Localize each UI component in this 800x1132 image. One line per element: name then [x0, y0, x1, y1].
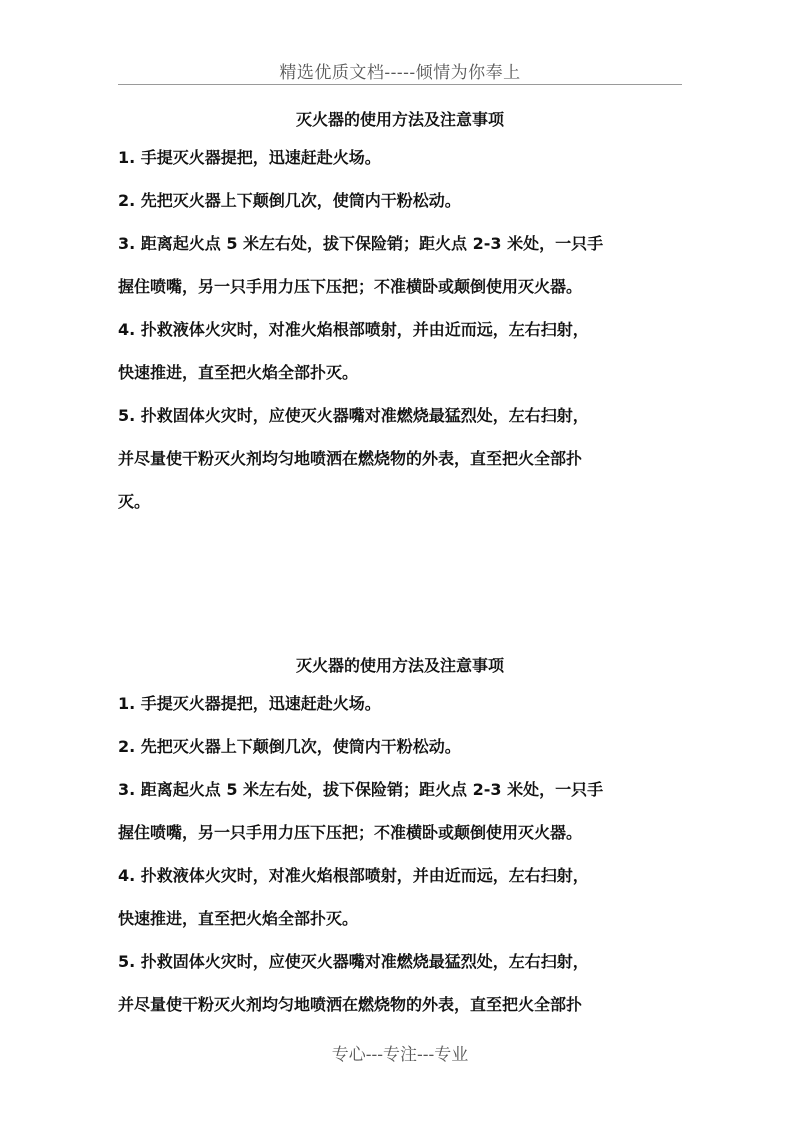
- paragraph-line: 4. 扑救液体火灾时，对准火焰根部喷射，并由近而远，左右扫射，: [118, 320, 589, 339]
- paragraph-line: 3. 距离起火点 5 米左右处，拔下保险销；距火点 2-3 米处，一只手: [118, 234, 604, 253]
- paragraph-line: 4. 扑救液体火灾时，对准火焰根部喷射，并由近而远，左右扫射，: [118, 866, 589, 885]
- header-divider: [118, 84, 682, 85]
- paragraph-line: 1. 手提灭火器提把，迅速赶赴火场。: [118, 148, 381, 167]
- page-header: 精选优质文档-----倾情为你奉上: [279, 63, 521, 83]
- document-section: [118, 650, 682, 1026]
- paragraph-line: 1. 手提灭火器提把，迅速赶赴火场。: [118, 694, 381, 713]
- paragraph-line: 3. 距离起火点 5 米左右处，拔下保险销；距火点 2-3 米处，一只手: [118, 780, 604, 799]
- paragraph-line: 并尽量使干粉灭火剂均匀地喷洒在燃烧物的外表，直至把火全部扑: [118, 995, 583, 1014]
- paragraph-line: 快速推进，直至把火焰全部扑灭。: [118, 909, 359, 928]
- paragraph-line: 握住喷嘴，另一只手用力压下压把；不准横卧或颠倒使用灭火器。: [118, 277, 583, 296]
- paragraph-line: 2. 先把灭火器上下颠倒几次，使筒内干粉松动。: [118, 737, 461, 756]
- paragraph-line: 握住喷嘴，另一只手用力压下压把；不准横卧或颠倒使用灭火器。: [118, 823, 583, 842]
- paragraph-line: 并尽量使干粉灭火剂均匀地喷洒在燃烧物的外表，直至把火全部扑: [118, 449, 583, 468]
- paragraph-line: 5. 扑救固体火灾时，应使灭火器嘴对准燃烧最猛烈处，左右扫射，: [118, 406, 589, 425]
- page-footer: 专心---专注---专业: [331, 1045, 469, 1065]
- paragraph-line: 2. 先把灭火器上下颠倒几次，使筒内干粉松动。: [118, 191, 461, 210]
- paragraph-line: 快速推进，直至把火焰全部扑灭。: [118, 363, 359, 382]
- section-title: 灭火器的使用方法及注意事项: [295, 110, 504, 129]
- paragraph-line: 5. 扑救固体火灾时，应使灭火器嘴对准燃烧最猛烈处，左右扫射，: [118, 952, 589, 971]
- section-title: 灭火器的使用方法及注意事项: [295, 656, 504, 675]
- paragraph-line: 灭。: [118, 492, 151, 511]
- document-section: [118, 104, 682, 523]
